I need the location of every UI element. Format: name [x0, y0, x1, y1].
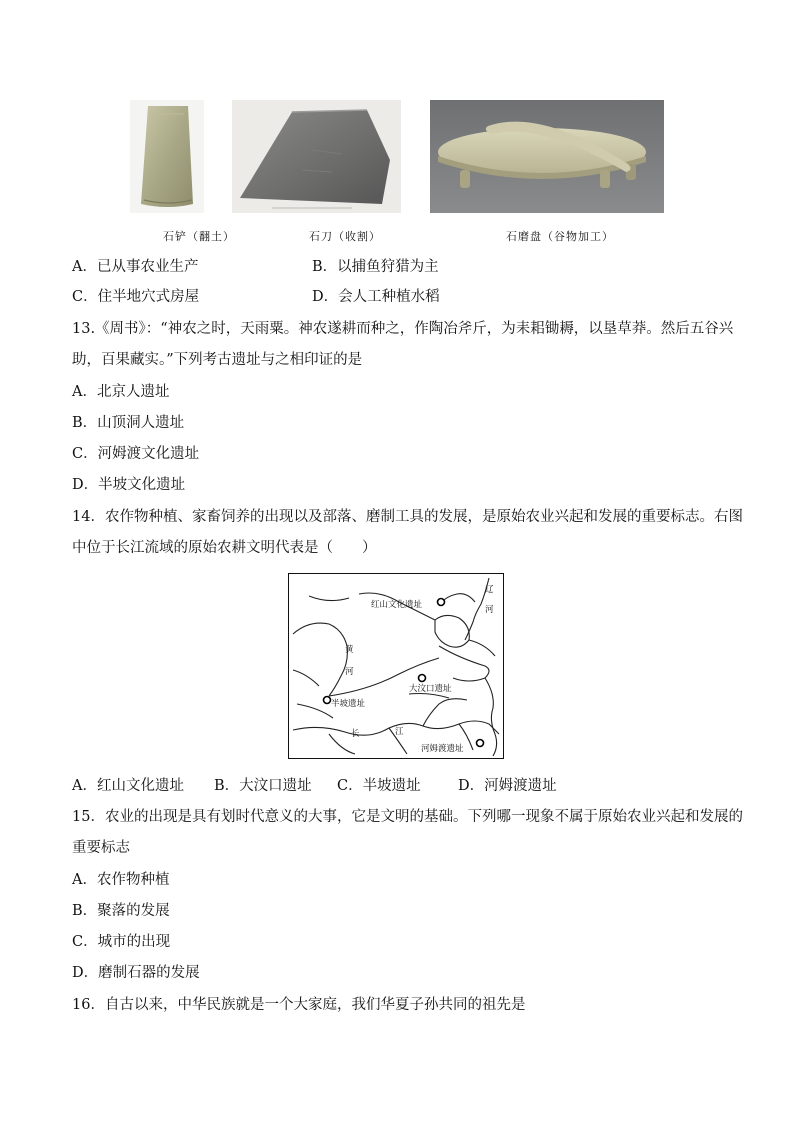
map-label-chang: 长	[351, 729, 360, 739]
q13-stem-line1: 13.《周书》：“神农之时，天雨粟。神农遂耕而种之，作陶冶斧斤，为耒耜锄耨，以垦草莽。然后五谷兴	[72, 321, 734, 337]
q15-option-c[interactable]: C．城市的出现	[72, 934, 171, 950]
q13-option-d[interactable]: D．半坡文化遗址	[72, 477, 186, 493]
tool-figures	[0, 100, 794, 250]
map-label-huang-he: 河	[345, 667, 354, 677]
map-label-hongshan: 红山文化遗址	[371, 600, 423, 610]
q16-stem: 16．自古以来，中华民族就是一个大家庭，我们华夏子孙共同的祖先是	[72, 997, 526, 1013]
figure-caption-knife: 石刀（收割）	[309, 230, 381, 243]
q14-stem-line2: 中位于长江流域的原始农耕文明代表是（ ）	[72, 540, 377, 556]
q13-option-b[interactable]: B．山顶洞人遗址	[72, 415, 185, 431]
map-label-huang: 黄	[345, 645, 354, 655]
figure-caption-slab: 石磨盘（谷物加工）	[506, 230, 614, 243]
q13-stem-line2: 助，百果藏实。”下列考古遗址与之相印证的是	[72, 352, 363, 368]
map-label-dawenkou: 大汶口遗址	[409, 684, 452, 694]
q13-option-c[interactable]: C．河姆渡文化遗址	[72, 446, 200, 462]
grinding-slab-image	[430, 100, 664, 213]
q14-option-b[interactable]: B．大汶口遗址	[214, 778, 312, 794]
q15-option-d[interactable]: D．磨制石器的发展	[72, 965, 200, 981]
q15-option-b[interactable]: B．聚落的发展	[72, 903, 170, 919]
q14-option-a[interactable]: A．红山文化遗址	[72, 778, 184, 794]
q15-option-a[interactable]: A．农作物种植	[72, 872, 170, 888]
q12-option-a[interactable]: A．已从事农业生产	[72, 259, 199, 275]
figure-caption-shovel: 石铲（翻土）	[163, 230, 235, 243]
q13-option-a[interactable]: A．北京人遗址	[72, 384, 170, 400]
q14-stem-line1: 14．农作物种植、家畜饲养的出现以及部落、磨制工具的发展，是原始农业兴起和发展的重要标志。右图	[72, 509, 743, 525]
map-label-banpo: 半坡遗址	[331, 699, 366, 709]
map-label-liao-he: 河	[485, 605, 494, 615]
q14-option-d[interactable]: D．河姆渡遗址	[458, 778, 557, 794]
q15-stem-line2: 重要标志	[72, 840, 130, 856]
q12-option-c[interactable]: C．住半地穴式房屋	[72, 289, 200, 305]
map-label-jiang: 江	[395, 727, 404, 737]
civilization-map	[288, 573, 504, 759]
q12-option-b[interactable]: B．以捕鱼狩猎为主	[312, 259, 439, 275]
q12-option-d[interactable]: D．会人工种植水稻	[312, 289, 440, 305]
stone-shovel-image	[130, 100, 204, 213]
q15-stem-line1: 15．农业的出现是具有划时代意义的大事，它是文明的基础。下列哪一现象不属于原始农业兴起和发展的	[72, 809, 743, 825]
q14-option-c[interactable]: C．半坡遗址	[337, 778, 421, 794]
stone-knife-image	[232, 100, 401, 213]
map-label-liao: 辽	[485, 585, 494, 595]
map-label-hemudu: 河姆渡遗址	[421, 744, 464, 754]
